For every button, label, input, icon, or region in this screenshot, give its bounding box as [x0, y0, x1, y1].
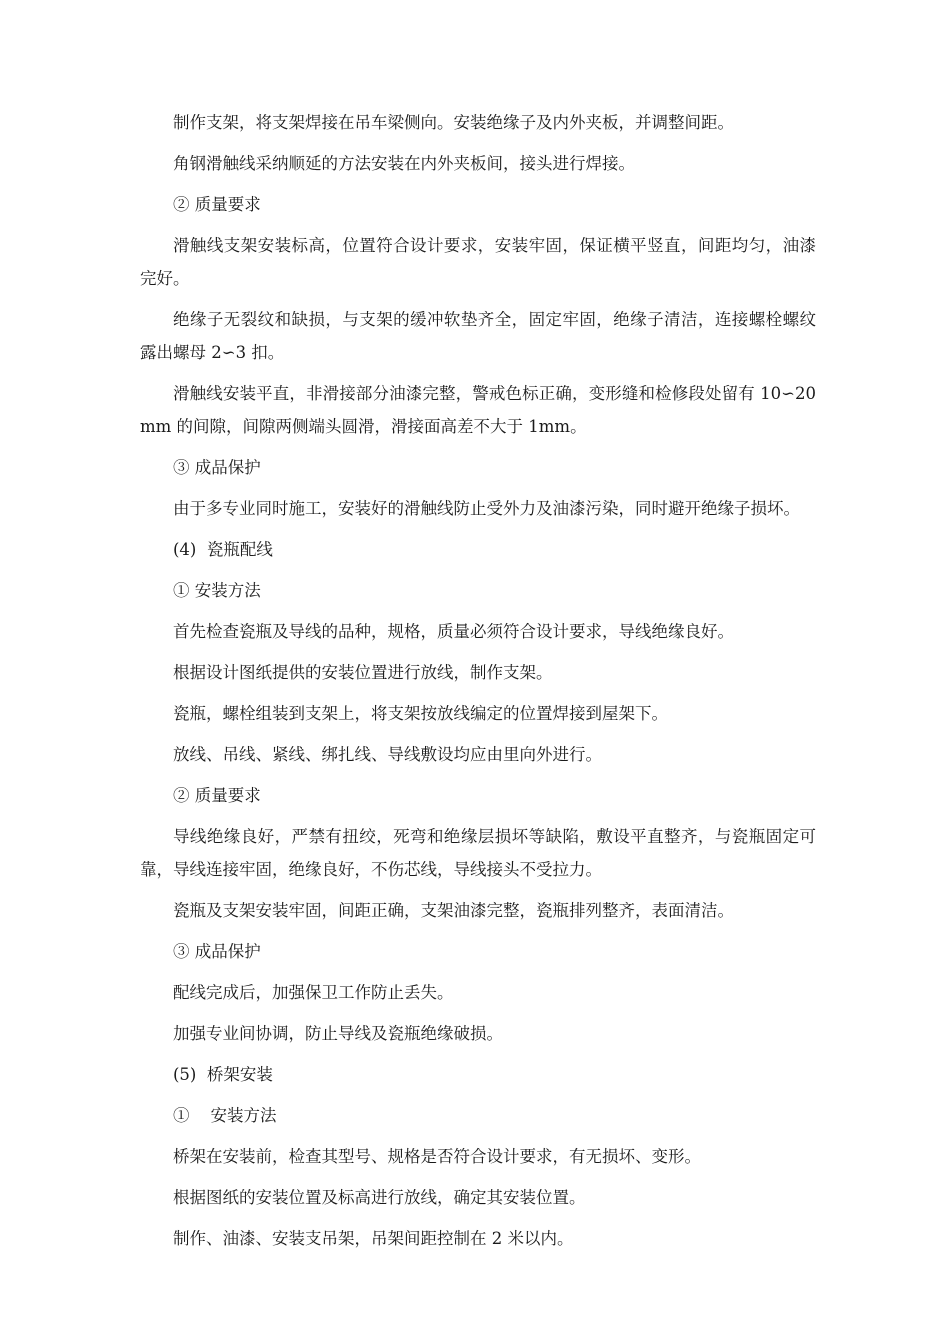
- section-heading: ③ 成品保护: [173, 942, 261, 961]
- section-heading: ③ 成品保护: [173, 458, 261, 477]
- paragraph: 根据图纸的安装位置及标高进行放线，确定其安装位置。: [173, 1188, 586, 1207]
- paragraph: 配线完成后，加强保卫工作防止丢失。: [173, 983, 454, 1002]
- section-heading: ② 质量要求: [173, 786, 261, 805]
- paragraph: 桥架在安装前，检查其型号、规格是否符合设计要求，有无损坏、变形。: [173, 1147, 701, 1166]
- paragraph: 制作支架，将支架焊接在吊车梁侧向。安装绝缘子及内外夹板，并调整间距。: [173, 113, 734, 132]
- paragraph: 根据设计图纸提供的安装位置进行放线，制作支架。: [173, 663, 553, 682]
- document-body: [140, 106, 816, 1263]
- section-heading: ② 质量要求: [173, 195, 261, 214]
- paragraph: 放线、吊线、紧线、绑扎线、导线敷设均应由里向外进行。: [173, 745, 602, 764]
- section-heading: (5) 桥架安装: [173, 1065, 273, 1084]
- paragraph: 瓷瓶，螺栓组装到支架上，将支架按放线编定的位置焊接到屋架下。: [173, 704, 668, 723]
- paragraph: 加强专业间协调，防止导线及瓷瓶绝缘破损。: [173, 1024, 503, 1043]
- paragraph: 导线绝缘良好，严禁有扭绞，死弯和绝缘层损坏等缺陷，敷设平直整齐，与瓷瓶固定可靠，导线连接牢固，绝缘良好，不伤芯线，导线接头不受拉力。: [140, 827, 816, 879]
- paragraph: 由于多专业同时施工，安装好的滑触线防止受外力及油漆污染，同时避开绝缘子损坏。: [173, 499, 800, 518]
- section-heading: (4) 瓷瓶配线: [173, 540, 273, 559]
- paragraph: 制作、油漆、安装支吊架，吊架间距控制在 2 米以内。: [173, 1229, 574, 1248]
- section-heading: ① 安装方法: [173, 581, 261, 600]
- paragraph: 滑触线支架安装标高，位置符合设计要求，安装牢固，保证横平竖直，间距均匀，油漆完好。: [140, 236, 816, 288]
- paragraph: 绝缘子无裂纹和缺损，与支架的缓冲软垫齐全，固定牢固，绝缘子清洁，连接螺栓螺纹露出螺母 2∽3 扣。: [140, 310, 816, 362]
- paragraph: 滑触线安装平直，非滑接部分油漆完整，警戒色标正确，变形缝和检修段处留有 10∽20mm 的间隙，间隙两侧端头圆滑，滑接面高差不大于 1mm。: [140, 384, 816, 436]
- paragraph: 角钢滑触线采纳顺延的方法安装在内外夹板间，接头进行焊接。: [173, 154, 635, 173]
- paragraph: 瓷瓶及支架安装牢固，间距正确，支架油漆完整，瓷瓶排列整齐，表面清洁。: [173, 901, 734, 920]
- paragraph: 首先检查瓷瓶及导线的品种，规格，质量必须符合设计要求，导线绝缘良好。: [173, 622, 734, 641]
- section-heading: ① 安装方法: [173, 1106, 277, 1125]
